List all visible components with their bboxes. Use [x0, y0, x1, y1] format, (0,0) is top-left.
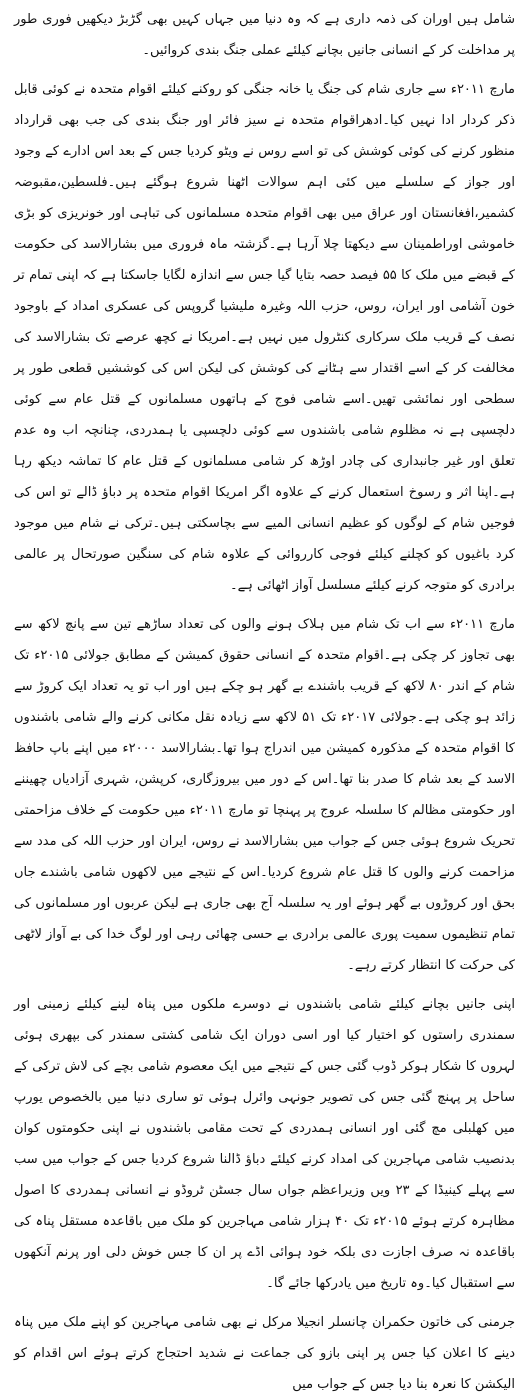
- paragraph-un-role: مارچ ۲۰۱۱ء سے جاری شام کی جنگ یا خانہ جنگی کو روکنے کیلئے اقوام متحدہ نے کوئی قابل ذکر کردار ادا نہیں کیا۔ادھراقوام متحدہ نے سیز فائر اور جنگ بندی کی جب بھی قرارداد منظور کرنے کی کوئی کوشش کی تو اسے روس نے ویٹو کردیا جس کے بعد اس ادارے کے وجود اور جواز کے سلسلے میں کئی اہم سوالات اٹھنا شروع ہوگئے ہیں۔فلسطین،مقبوضہ کشمیر،افغانستان اور عراق میں بھی اقوام متحدہ مسلمانوں کی تباہی اور خونریزی کو بڑی خاموشی اوراطمینان سے دیکھتا چلا آرہا ہے۔گزشتہ ماہ فروری میں بشارالاسد کی حکومت کے قبضے میں ملک کا ۵۵ فیصد حصہ بتایا گیا جس سے اندازہ لگایا جاسکتا ہے کہ اپنی تمام تر خون آشامی اور ایران، روس، حزب اللہ وغیرہ ملیشیا گروپس کی عسکری امداد کے باوجود نصف کے قریب ملک سرکاری کنٹرول میں نہیں ہے۔امریکا نے کچھ عرصے تک بشارالاسد کی مخالفت کر کے اسے اقتدار سے ہٹانے کی کوشش کی لیکن اس کی کوششیں قطعی طور پر سطحی اور نمائشی تھیں۔اسے شامی فوج کے ہاتھوں مسلمانوں کے قتل عام سے کوئی دلچسپی ہے نہ مظلوم شامی باشندوں سے کوئی دلچسپی یا ہمدردی، چنانچہ اب وہ عدم تعلق اور غیر جانبداری کی چادر اوڑھ کر شامی مسلمانوں کے قتل عام کا تماشہ دیکھ رہا ہے۔اپنا اثر و رسوخ استعمال کرنے کے علاوہ اگر امریکا اقوام متحدہ پر دباؤ ڈالے تو اس کی فوجیں شام کے لوگوں کو عظیم انسانی المیے سے بچاسکتی ہیں۔ترکی نے شام میں موجود کرد باغیوں کو کچلنے کیلئے فوجی کارروائی کے علاوہ شام کی سنگین صورتحال پر عالمی برادری کو متوجہ کرنے کیلئے مسلسل آواز اٹھائی ہے۔: [14, 82, 516, 593]
- paragraph-casualties: مارچ ۲۰۱۱ء سے اب تک شام میں ہلاک ہونے والوں کی تعداد ساڑھے تین سے پانچ لاکھ سے بھی تجاوز کر چکی ہے۔اقوام متحدہ کے انسانی حقوق کمیشن کے مطابق جولائی ۲۰۱۵ء تک شام کے اندر ۸۰ لاکھ کے قریب باشندے بے گھر ہو چکے ہیں اور اب تو یہ تعداد ایک کروڑ سے زائد ہو چکی ہے۔جولائی ۲۰۱۷ء تک ۵۱ لاکھ سے زیادہ نقل مکانی کرنے والے شامی باشندوں کا اقوام متحدہ کے مذکورہ کمیشن میں اندراج ہوا تھا۔بشارالاسد ۲۰۰۰ء میں اپنے باپ حافظ الاسد کے بعد شام کا صدر بنا تھا۔اس کے دور میں بیروزگاری، کرپشن، شہری آزادیاں چھیننے اور حکومتی مظالم کا سلسلہ عروج پر پہنچا تو مارچ ۲۰۱۱ء میں حکومت کے خلاف مزاحمتی تحریک شروع ہوئی جس کے جواب میں بشارالاسد نے روس، ایران اور حزب اللہ کی مدد سے مزاحمت کرنے والوں کا قتل عام شروع کردیا۔اس کے نتیجے میں لاکھوں شامی باشندے جاں بحق اور کروڑوں بے گھر ہوئے اور یہ سلسلہ آج بھی جاری ہے لیکن عربوں اور مسلمانوں کی تمام تنظیموں سمیت پوری عالمی برادری بے حسی چھائی رہی اور لوگ خدا کی بے آواز لاٹھی کی حرکت کا انتظار کرتے رہے۔: [14, 617, 516, 973]
- paragraph-intro-continuation: شامل ہیں اوران کی ذمہ داری ہے کہ وہ دنیا میں جہاں کہیں بھی گڑبڑ دیکھیں فوری طور پر مداخلت کر کے انسانی جانیں بچانے کیلئے عملی جنگ بندی کروائیں۔: [14, 12, 515, 58]
- paragraph-germany: جرمنی کی خاتون حکمران چانسلر انجیلا مرکل نے بھی شامی مہاجرین کو اپنے ملک میں پناہ دینے کا اعلان کیا جس پر اپنی بازو کی جماعت نے شدید احتجاج کرتے ہوئے اس اقدام کو الیکشن کا نعرہ بنا دیا جس کے جواب میں: [14, 1315, 515, 1392]
- paragraph-refugees: اپنی جانیں بچانے کیلئے شامی باشندوں نے دوسرے ملکوں میں پناہ لینے کیلئے زمینی اور سمندری راستوں کو اختیار کیا اور اسی دوران ایک شامی کشتی سمندر کی بپھری ہوئی لہروں کا شکار ہوکر ڈوب گئی جس کے نتیجے میں ایک معصوم شامی بچے کی لاش ترکی کے ساحل پر پہنچ گئی جس کی تصویر جونہی وائرل ہوئی تو ساری دنیا میں بالخصوص یورپ میں کھلبلی مچ گئی اور انسانی ہمدردی کے تحت مقامی باشندوں نے اپنی حکومتوں کوان بدنصیب شامی مہاجرین کی امداد کرنے کیلئے دباؤ ڈالنا شروع کردیا جس کے جواب میں سب سے پہلے کینیڈا کے ۲۳ ویں وزیراعظم جواں سال جسٹن ٹروڈو نے انسانی ہمدردی کا اصول مظاہرہ کرتے ہوئے ۲۰۱۵ء تک ۴۰ ہزار شامی مہاجرین کو ملک میں باقاعدہ مستقل پناہ کی باقاعدہ نہ صرف اجازت دی بلکہ خود ہوائی اڈے پر ان کا جس خوش دلی اور پرنم آنکھوں سے استقبال کیا۔وہ تاریخ میں یادرکھا جائے گا۔: [14, 997, 515, 1291]
